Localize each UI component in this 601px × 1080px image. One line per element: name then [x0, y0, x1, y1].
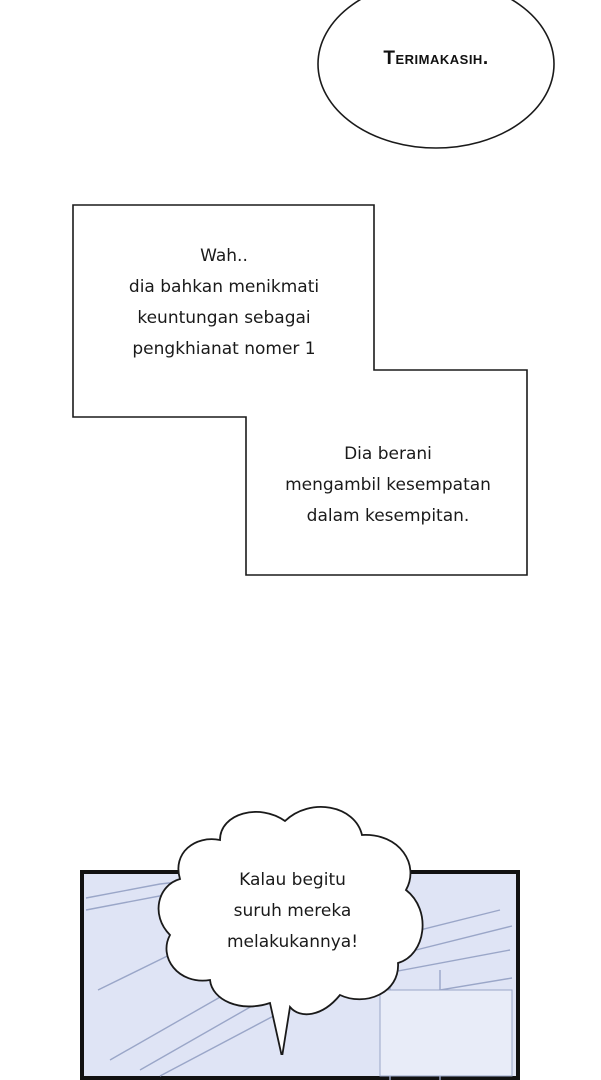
box-line: pengkhianat nomer 1: [132, 339, 316, 359]
cloud-speech-bubble: [150, 795, 435, 1055]
oval-bubble-text: Terimakasih.: [383, 48, 489, 69]
stepped-narration-box: [70, 203, 530, 579]
cloud-line: suruh mereka: [233, 901, 352, 921]
oval-speech-bubble: [316, 0, 556, 150]
box-line: Dia berani: [344, 444, 432, 464]
oval-bubble-shape: [316, 0, 556, 150]
box-line: mengambil kesempatan: [285, 475, 491, 495]
box-bottom-text: [258, 439, 518, 532]
cloud-line: melakukannya!: [226, 932, 359, 952]
cloud-bubble-text: [190, 865, 395, 958]
cloud-line: Kalau begitu: [239, 870, 346, 890]
box-line: keuntungan sebagai: [137, 308, 311, 328]
box-top-text: [90, 241, 358, 365]
box-line: dia bahkan menikmati: [128, 277, 320, 297]
box-line: dalam kesempitan.: [306, 506, 470, 526]
box-line: Wah..: [200, 246, 248, 266]
